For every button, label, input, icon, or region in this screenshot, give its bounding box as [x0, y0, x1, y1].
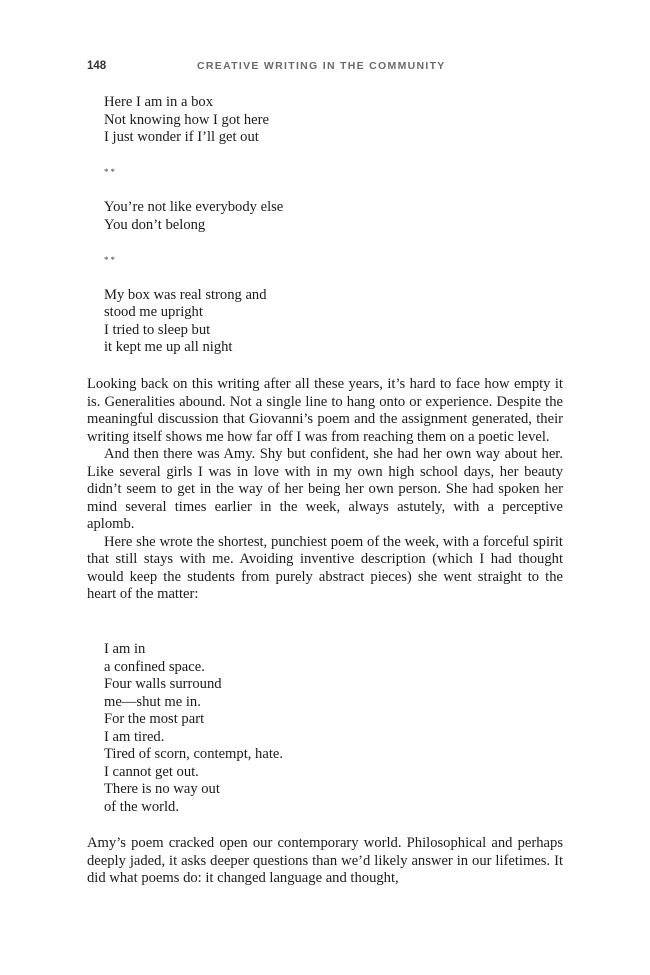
prose-block [87, 376, 563, 604]
poem-line: For the most part [104, 711, 205, 727]
stanza-separator: ** [104, 167, 117, 177]
poem-line: My box was real strong and [104, 286, 267, 303]
page-header [87, 60, 563, 76]
poem-line: Here I am in a box [104, 94, 214, 110]
poem-line: Tired of scorn, contempt, hate. [104, 746, 284, 762]
poem-line: of the world. [104, 798, 179, 815]
poem-line: I just wonder if I’ll get out [104, 129, 259, 145]
poem-confined-space [104, 641, 283, 816]
paragraph: Amy’s poem cracked open our contemporary world. Philosophical and perhaps deeply jaded, it asks deeper questions than we’d likely answer in our lifetimes. It did what poems do: it changed language and thought, [87, 835, 563, 886]
page-number: 148 [87, 60, 107, 72]
prose-block-closing [87, 835, 563, 888]
poem-line: I cannot get out. [104, 763, 199, 780]
poem-line: I am tired. [104, 728, 165, 745]
poem-line: You’re not like everybody else [104, 199, 284, 215]
poem-line: stood me upright [104, 304, 203, 320]
paragraph: Here she wrote the shortest, punchiest poem of the week, with a forceful spirit that still stays with me. Avoiding inventive description (which I had thought would keep the students from purely abstract pieces) she went straight to the heart of the matter: [87, 533, 563, 602]
poem-line: I am in [104, 641, 146, 657]
poem-box [104, 94, 283, 357]
poem-line: Not knowing how I got here [104, 111, 269, 128]
paragraph: And then there was Amy. Shy but confident, she had her own way about her. Like several girls I was in love with in my own high school days, her beauty didn’t seem to get in the way of her being her own person. She had spoken her mind several times earlier in the week, always astutely, with a perceptive aplomb. [87, 446, 563, 532]
stanza-separator: ** [104, 254, 117, 265]
poem-line: There is no way out [104, 781, 220, 797]
poem-line: You don’t belong [104, 216, 206, 233]
poem-line: a confined space. [104, 658, 205, 675]
running-head: CREATIVE WRITING IN THE COMMUNITY [197, 60, 446, 72]
poem-line: Four walls surround [104, 676, 222, 692]
poem-line: I tried to sleep but [104, 321, 211, 338]
paragraph: Looking back on this writing after all these years, it’s hard to face how empty it is. Generalities abound. Not a single line to hang onto or experience. Despite the meaningful discussion that Giovanni’s poem and the assignment generated, their writing itself shows me how far off I was from reaching them on a poetic level. [87, 376, 563, 445]
poem-line: it kept me up all night [104, 339, 233, 355]
poem-line: me—shut me in. [104, 693, 201, 710]
